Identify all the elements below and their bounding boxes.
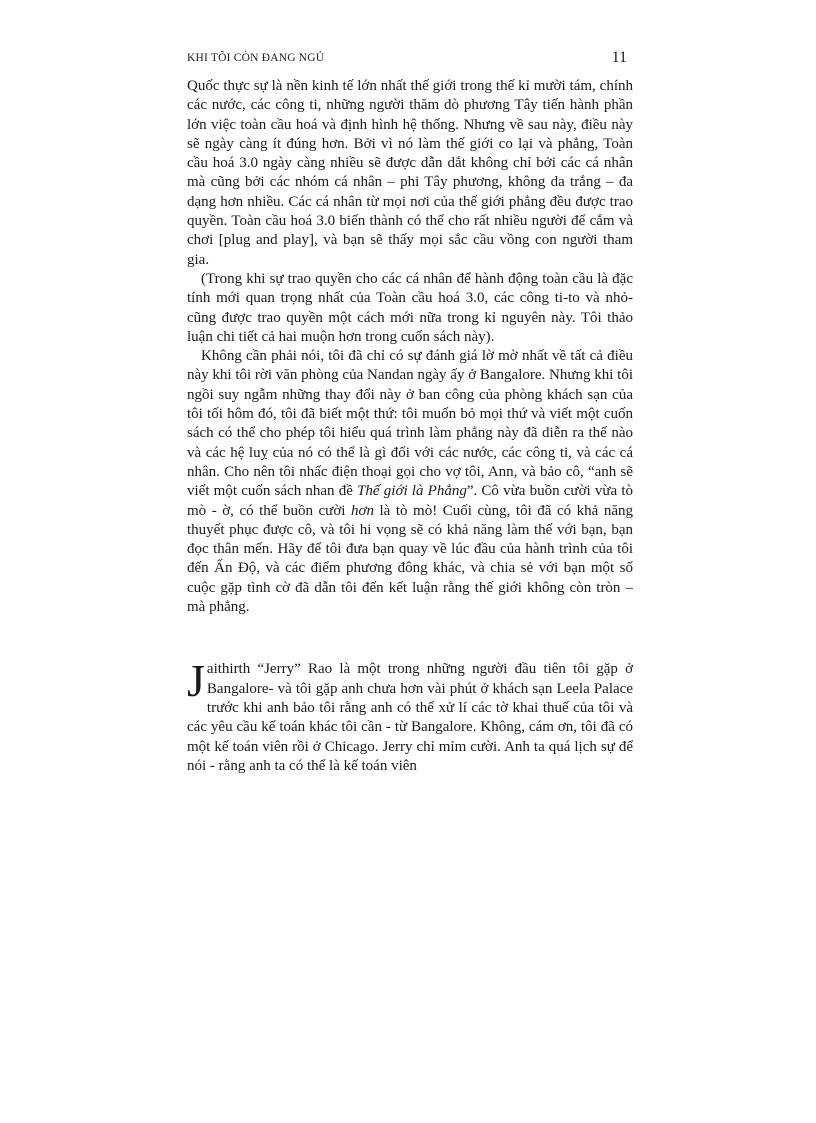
emphasis-italic: hơn xyxy=(350,502,374,519)
paragraph-text: aithirth “Jerry” Rao là một trong những người đầu tiên tôi gặp ở Bangalore- và tôi gặp anh chưa hơn vài phút ở khách sạn Leela Palace trước khi anh bảo tôi rằng anh có thể xử lí các tờ khai thuế của tôi và các yêu cầu kế toán khác tôi cần - từ Bangalore. Không, cám ơn, tôi đã có một kế toán viên rồi ở Chicago. Jerry chỉ mỉm cười. Anh ta quá lịch sự để nói - rằng anh ta có thể là kế toán viên xyxy=(187,661,633,774)
paragraph xyxy=(187,347,633,617)
drop-cap: J xyxy=(187,655,205,707)
book-title-italic: Thế giới là Phẳng xyxy=(357,483,467,500)
page-number: 11 xyxy=(611,49,627,66)
chapter-title: KHI TÔI CÒN ĐANG NGỦ xyxy=(187,52,325,64)
paragraph-text: ”. Cô vừa buồn cười vừa tò mò - ờ, có thể buồn cười xyxy=(187,483,633,519)
running-header xyxy=(187,49,633,67)
section-break xyxy=(187,617,633,660)
paragraph-text: Không cần phải nói, tôi đã chỉ có sự đánh giá lờ mờ nhất về tất cả điều này khi tôi rời văn phòng của Nandan ngày ấy ở Bangalore. Nhưng khi tôi ngồi suy ngẫm những thay đổi này ở ban công của phòng khách sạn của tôi tối hôm đó, tôi đã biết một thứ: tôi muốn bỏ mọi thứ và viết một cuốn sách có thể cho phép tôi hiểu quá trình làm phẳng này đã diễn ra thế nào và các hệ luỵ của nó có thể là gì đối với các nước, các công ti, và các cá nhân. Cho nên tôi nhấc điện thoại gọi cho vợ tôi, Ann, và bảo cô, “anh sẽ viết một cuốn sách nhan đề xyxy=(187,348,633,500)
paragraph: (Trong khi sự trao quyền cho các cá nhân để hành động toàn cầu là đặc tính mới quan trọng nhất của Toàn cầu hoá 3.0, các công ti-to và nhỏ- cũng được trao quyền một cách mới nữa trong kỉ nguyên này. Tôi thảo luận chi tiết cả hai muộn hơn trong cuốn sách này). xyxy=(187,270,633,345)
paragraph-with-drop-cap xyxy=(187,655,633,776)
paragraph: Quốc thực sự là nền kinh tế lớn nhất thế giới trong thế kỉ mười tám, chính các nước, các công ti, những người thăm dò phương Tây tiến hành phần lớn việc toàn cầu hoá và định hình hệ thống. Nhưng về sau này, điều này sẽ ngày càng ít đúng hơn. Bởi vì nó làm thế giới co lại và phẳng, Toàn cầu hoá 3.0 ngày càng nhiều sẽ được dẫn dắt không chỉ bởi các cá nhân mà cũng bởi các nhóm cá nhân – phi Tây phương, không da trắng – đa dạng hơn nhiều. Các cá nhân từ mọi nơi của thế giới phẳng đều được trao quyền. Toàn cầu hoá 3.0 biến thành có thể cho rất nhiều người để cắm và chơi [plug and play], và bạn sẽ thấy mọi sắc cầu vồng con người tham gia. xyxy=(187,78,633,268)
book-page xyxy=(187,0,633,1123)
paragraph-text: là tò mò! Cuối cùng, tôi đã có khả năng thuyết phục được cô, và tôi hi vọng sẽ có khả năng làm thế với bạn, bạn đọc thân mến. Hãy để tôi đưa bạn quay về lúc đầu của hành trình của tôi đến Ấn Độ, và các điểm phương đông khác, và chia sẻ với bạn một số cuộc gặp tình cờ đã dẫn tôi đến kết luận rằng thế giới không còn tròn – mà phẳng. xyxy=(187,502,634,616)
body-text xyxy=(187,77,633,776)
